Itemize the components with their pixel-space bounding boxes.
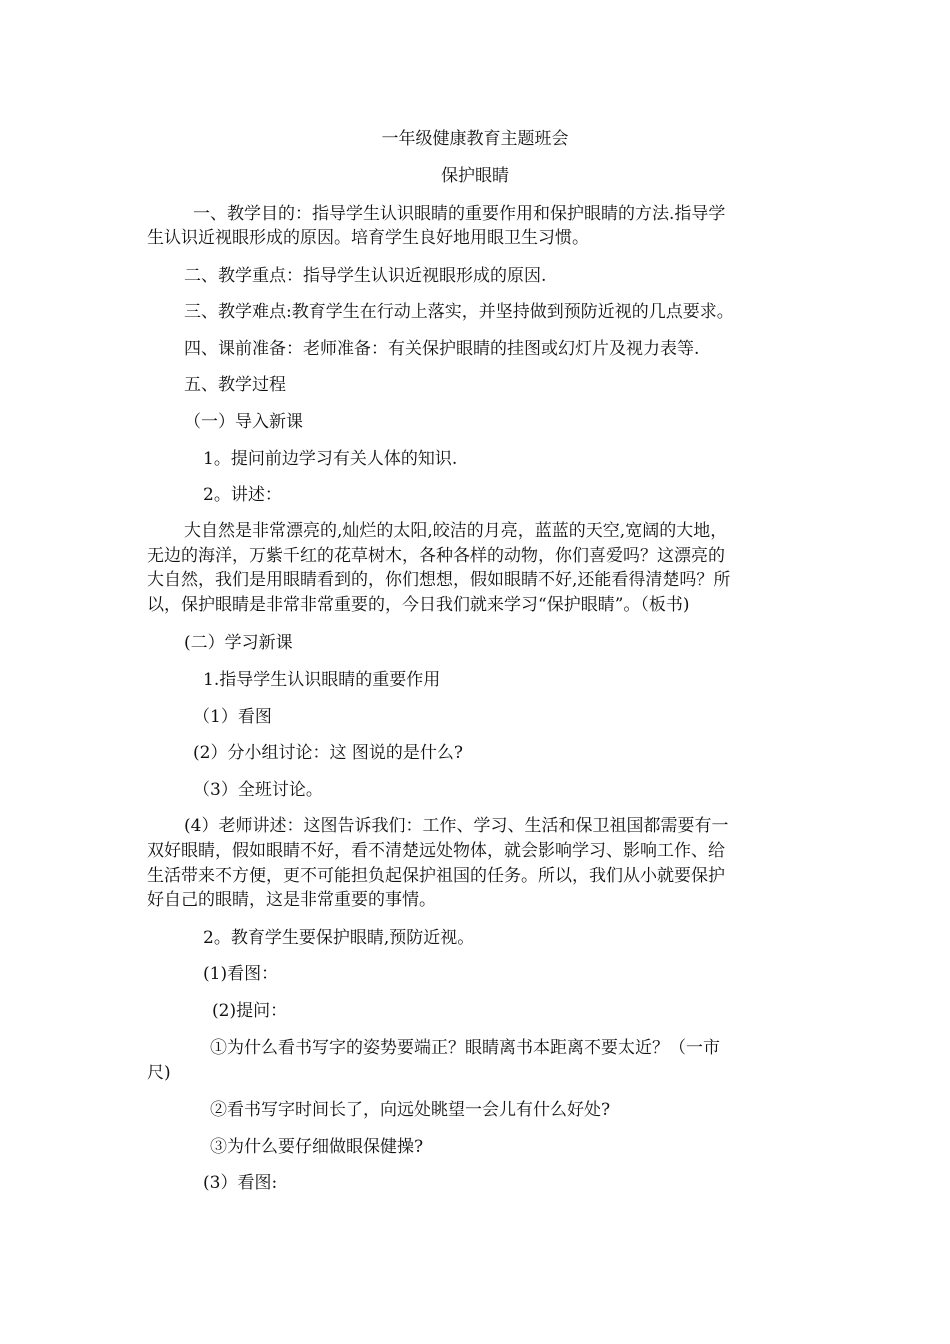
paragraph-line: ②看书写字时间长了，向远处眺望一会儿有什么好处? bbox=[210, 1100, 611, 1120]
paragraph-line: ①为什么看书写字的姿势要端正？眼睛离书本距离不要太近？（一市 bbox=[210, 1038, 720, 1058]
paragraph-line: 1.指导学生认识眼睛的重要作用 bbox=[203, 670, 441, 690]
paragraph-line: (3）看图: bbox=[203, 1173, 278, 1193]
paragraph-line: 四、课前准备：老师准备：有关保护眼睛的挂图或幻灯片及视力表等. bbox=[184, 339, 700, 359]
paragraph-line: 好自己的眼睛，这是非常重要的事情。 bbox=[147, 890, 436, 910]
paragraph-line: 大自然，我们是用眼睛看到的，你们想想，假如眼睛不好,还能看得清楚吗？所 bbox=[147, 570, 731, 590]
paragraph-line: 生认识近视眼形成的原因。培育学生良好地用眼卫生习惯。 bbox=[147, 228, 589, 248]
section-heading: （一）导入新课 bbox=[184, 412, 303, 432]
paragraph-line: (2)提问： bbox=[212, 1001, 288, 1021]
paragraph-line: 一、教学目的：指导学生认识眼睛的重要作用和保护眼睛的方法.指导学 bbox=[193, 204, 726, 224]
paragraph-line: 无边的海洋，万紫千红的花草树木，各种各样的动物，你们喜爱吗？这漂亮的 bbox=[147, 546, 725, 566]
paragraph-line: 大自然是非常漂亮的,灿烂的太阳,皎洁的月亮，蓝蓝的天空,宽阔的大地， bbox=[184, 521, 728, 541]
document-title: 一年级健康教育主题班会 bbox=[381, 129, 569, 149]
section-heading: (二）学习新课 bbox=[184, 633, 293, 653]
paragraph-line: 尺) bbox=[147, 1063, 171, 1083]
paragraph-line: (2）分小组讨论：这 图说的是什么? bbox=[193, 743, 463, 763]
paragraph-line: （3）全班讨论。 bbox=[193, 780, 323, 800]
paragraph-line: 三、教学难点:教育学生在行动上落实，并坚持做到预防近视的几点要求。 bbox=[184, 302, 734, 322]
paragraph-line: (1)看图： bbox=[203, 964, 279, 984]
paragraph-line: 1。提问前边学习有关人体的知识. bbox=[203, 449, 458, 469]
paragraph-line: （1）看图 bbox=[193, 707, 272, 727]
paragraph-line: 生活带来不方便，更不可能担负起保护祖国的任务。所以，我们从小就要保护 bbox=[147, 866, 725, 886]
section-heading: 五、教学过程 bbox=[184, 375, 286, 395]
paragraph-line: 二、教学重点：指导学生认识近视眼形成的原因. bbox=[184, 266, 547, 286]
paragraph-line: (4）老师讲述：这图告诉我们：工作、学习、生活和保卫祖国都需要有一 bbox=[184, 816, 729, 836]
paragraph-line: 2。教育学生要保护眼睛,预防近视。 bbox=[203, 928, 475, 948]
paragraph-line: 双好眼睛，假如眼睛不好，看不清楚远处物体，就会影响学习、影响工作、给 bbox=[147, 841, 725, 861]
document-subtitle: 保护眼睛 bbox=[441, 166, 509, 186]
paragraph-line: ③为什么要仔细做眼保健操? bbox=[210, 1137, 424, 1157]
paragraph-line: 2。讲述： bbox=[203, 485, 282, 505]
paragraph-line: 以，保护眼睛是非常非常重要的，今日我们就来学习“保护眼睛”。（板书) bbox=[147, 595, 690, 615]
